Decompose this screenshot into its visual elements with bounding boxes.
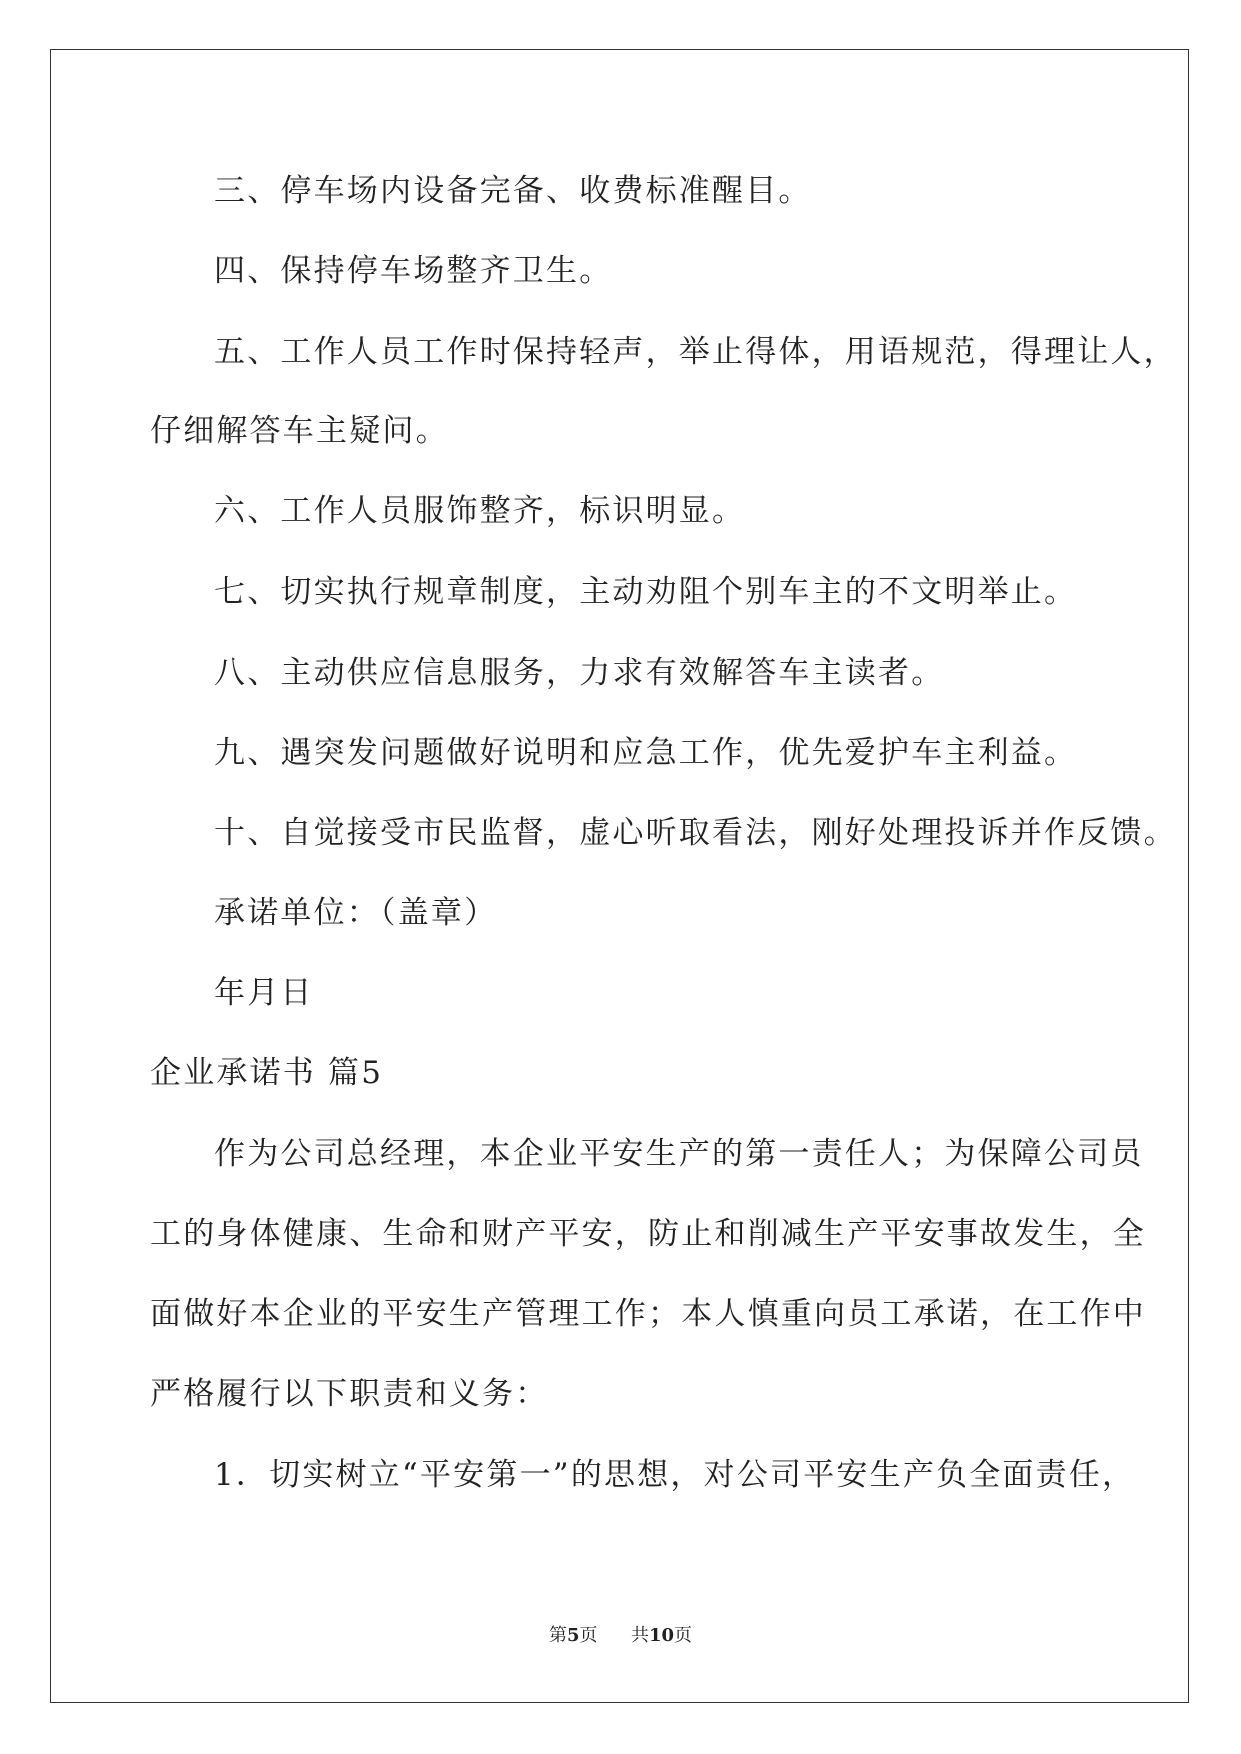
paragraph-line: 四、保持停车场整齐卫生。 <box>214 253 613 289</box>
paragraph-line: 作为公司总经理，本企业平安生产的第一责任人；为保障公司员 <box>214 1136 1144 1172</box>
footer-total-suffix: 页 <box>674 1625 693 1646</box>
paragraph-line: 三、停车场内设备完备、收费标准醒目。 <box>214 173 812 209</box>
footer-page-total: 10 <box>648 1625 675 1646</box>
paragraph-line: 九、遇突发问题做好说明和应急工作，优先爱护车主利益。 <box>214 735 1078 771</box>
section-heading: 企业承诺书 篇5 <box>150 1055 384 1091</box>
paragraph-line: 1．切实树立“平安第一”的思想，对公司平安生产负全面责任， <box>214 1457 1136 1493</box>
paragraph-line: 十、自觉接受市民监督，虚心听取看法，刚好处理投诉并作反馈。 <box>214 815 1177 851</box>
paragraph-line: 七、切实执行规章制度，主动劝阻个别车主的不文明举止。 <box>214 574 1078 610</box>
footer-page-current: 5 <box>566 1625 580 1646</box>
footer-total-prefix: 共 <box>630 1625 649 1646</box>
paragraph-line: 工的身体健康、生命和财产平安，防止和削减生产平安事故发生，全 <box>150 1216 1146 1252</box>
footer-page-mid: 页 <box>579 1625 598 1646</box>
footer-page-prefix: 第 <box>548 1625 567 1646</box>
paragraph-line: 八、主动供应信息服务，力求有效解答车主读者。 <box>214 655 945 691</box>
page-footer <box>0 1624 1241 1648</box>
signature-unit-line: 承诺单位：（盖章） <box>214 895 498 931</box>
paragraph-line: 严格履行以下职责和义务： <box>150 1376 549 1412</box>
paragraph-line: 六、工作人员服饰整齐，标识明显。 <box>214 493 746 529</box>
paragraph-line: 仔细解答车主疑问。 <box>150 413 449 449</box>
paragraph-line: 五、工作人员工作时保持轻声，举止得体，用语规范，得理让人， <box>214 334 1177 370</box>
date-line: 年月日 <box>214 975 314 1011</box>
paragraph-line: 面做好本企业的平安生产管理工作；本人慎重向员工承诺，在工作中 <box>150 1296 1146 1332</box>
